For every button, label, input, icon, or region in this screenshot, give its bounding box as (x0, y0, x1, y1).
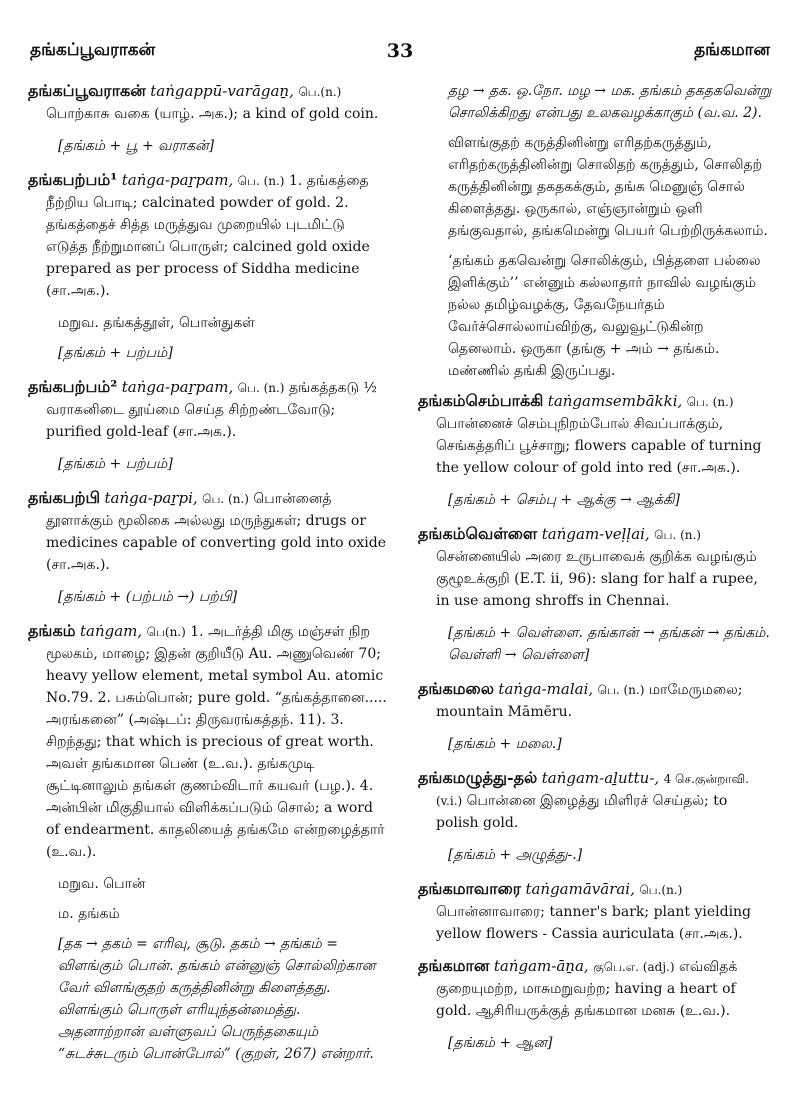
continued-paragraph: தழ → தக. ஒ.நோ. மழ → மக. தங்கம் தகதகவென்று சொலிக்கிறது என்பது உலகவழக்காகும் (வ.வ. 2). (448, 83, 772, 121)
etymology: [தங்கம் + ஆன] (448, 1035, 553, 1051)
grammar-label: குபெ.எ. (adj.) (593, 960, 675, 974)
headword: தங்கமான (418, 956, 490, 975)
headword: தங்கமாவாரை (418, 879, 521, 898)
left-column (28, 80, 388, 1077)
header-left-guideword: தங்கப்பூவராகன் (30, 40, 156, 60)
dictionary-entry (28, 169, 388, 302)
definition: பொற்காசு வகை (யாழ். அக.); a kind of gold coin. (46, 106, 379, 122)
dictionary-entry (418, 878, 774, 945)
transliteration: taṅgappū-varāgaṉ, (150, 82, 294, 100)
transliteration: taṅga-paṟpam, (121, 378, 234, 396)
headword: தங்கம்வெள்ளை (418, 524, 538, 543)
headword: தங்கமலை (418, 679, 494, 698)
grammar-label: பெ. (n.) (597, 683, 645, 697)
transliteration: taṅgam, (80, 622, 143, 640)
grammar-label: பெ. (n.) (686, 395, 734, 409)
headword: தங்கபற்பி (28, 488, 101, 507)
dictionary-entry (418, 767, 774, 834)
headword: தங்கமழுத்து-தல் (418, 768, 538, 787)
dictionary-entry (418, 955, 774, 1022)
definition: பொன்னாவாரை; tanner's bark; plant yielding yellow flowers - Cassia auriculata (சா.அக.). (436, 904, 752, 942)
transliteration: taṅgam-aḻuttu-, (541, 769, 660, 787)
grammar-label: பெ. (n.) (654, 528, 701, 542)
headword: தங்கம்செம்பாக்கி (418, 391, 544, 410)
right-column (418, 80, 774, 1066)
dictionary-entry (28, 376, 388, 443)
definition: 1. தங்கத்தை நீற்றிய பொடி; calcinated powder of gold. 2. தங்கத்தைச் சித்த மருத்துவ முறையில் புடமிட்டு எடுத்த நீற்றுமானப் பொருள்; calcined gold oxide prepared as per process of Siddha medicine (சா.அக.). (46, 173, 370, 299)
etymology: [தங்கம் + செம்பு + ஆக்கு → ஆக்கி] (448, 492, 680, 508)
transliteration: taṅgam-veḷḷai, (541, 525, 650, 543)
synonym-line: மறுவ. பொன் (58, 876, 146, 892)
transliteration: taṅgam-āṉa, (493, 957, 589, 975)
grammar-label: பெ.(n.) (639, 883, 683, 897)
dictionary-entry (418, 523, 774, 612)
dictionary-entry (418, 390, 774, 479)
transliteration: taṅgamāvārai, (525, 880, 635, 898)
etymology: [தங்கம் + (பற்பம் →) பற்பி] (58, 589, 238, 605)
definition: பொன்னைச் செம்புநிறம்போல் சிவப்பாக்கும், செங்கத்தரிப் பூச்சாறு; flowers capable of turning the yellow colour of gold into red (சா.அக.). (436, 416, 762, 476)
definition: மாமேருமலை; mountain Māmēru. (436, 682, 743, 720)
definition: பொன்னை இழைத்து மிளிரச் செய்தல்; to polish gold. (436, 793, 728, 831)
headword: தங்கம் (28, 621, 76, 640)
transliteration: taṅga-malai, (498, 680, 594, 698)
transliteration: taṅgamsembākki, (547, 392, 683, 410)
etymology: [தக → தகம் = எரிவு, சூடு. தகம் → தங்கம் = விளங்கும் பொன். தங்கம் என்னுஞ் சொல்லிற்கான வேர் விளங்குதற் கருத்தினின்று கிளைத்தது. விளங்கும் பொருள் எரியுந்தன்மைத்து. அதனாற்றான் வள்ளுவப் பெருந்தகையும் “சுடச்சுடரும் பொன்போல்” (குறள், 267) என்றார். (58, 936, 376, 1062)
definition: எவ்விதக் குறையுமற்ற, மாசுமறுவற்ற; having a heart of gold. ஆசிரியருக்குத் தங்கமான மனசு (உ.வ.). (436, 959, 738, 1019)
synonym-line: மறுவ. தங்கத்தூள், பொன்துகள் (58, 315, 255, 331)
etymology: [தங்கம் + மலை.] (448, 736, 562, 752)
definition: 1. அடர்த்தி மிகு மஞ்சள் நிற மூலகம், மாழை; இதன் குறியீடு Au. அணுவெண் 70; heavy yellow element, metal symbol Au. atomic No.79. 2. பசும்பொன்; pure gold. “தங்கத்தானை..... அரங்கனை” (அஷ்டப்: திருவரங்கத்தந். 11). 3. சிறந்தது; that which is precious of great worth. அவள் தங்கமான பெண் (உ.வ.). தங்கமுடி சூட்டினாலும் தங்கள் குணம்விடார் கயவர் (பழ.). 4. அன்பின் மிகுதியால் விளிக்கப்படும் சொல்; a word of endearment. காதலியைத் தங்கமே என்றழைத்தார் (உ.வ.). (46, 624, 387, 860)
continued-paragraph: ‘தங்கம் தகவென்று சொலிக்கும், பித்தளை பல்லை இளிக்கும்’’ என்னும் கல்லாதார் நாவில் வழங்கும் நல்ல தமிழ்வழக்கு, தேவநேயர்தம் வேர்ச்சொல்லாய்விற்கு, வலுவூட்டுகின்ற தெனலாம். ஒருகா (தங்கு + அம் → தங்கம். மண்ணில் தங்கி இருப்பது. (448, 253, 761, 379)
etymology: [தங்கம் + வெள்ளை. தங்கான் → தங்கன் → தங்கம். வெள்ளி → வெள்ளை] (448, 625, 770, 663)
grammar-label: பெ. (n.) (202, 492, 249, 506)
etymology: [தங்கம் + பற்பம்] (58, 456, 173, 472)
continued-paragraph: விளங்குதற் கருத்தினின்று எரிதற்கருத்தும், எரிதற்கருத்தினின்று சொலிதற் கருத்தும், சொலிதற் கருத்தினின்று தகதகக்கும், தங்க மெனுஞ் சொல் கிளைத்தது. ஒருகால், எஞ்ஞான்றும் ஒளி தங்குவதால், தங்கமென்று பெயர் பெற்றிருக்கலாம். (448, 135, 768, 239)
dictionary-entry (28, 80, 388, 125)
transliteration: taṅga-paṟpam, (121, 171, 234, 189)
grammar-label: பெ. (n.) (237, 381, 285, 395)
dictionary-entry (28, 487, 388, 576)
grammar-label: பெ. (n.) (237, 174, 285, 188)
grammar-label: பெ(n.) (146, 625, 186, 639)
cognate-line: ம. தங்கம் (58, 906, 120, 922)
headword: தங்கபற்பம்¹ (28, 170, 118, 189)
transliteration: taṅga-paṟpi, (104, 489, 198, 507)
dictionary-entry (28, 620, 388, 863)
etymology: [தங்கம் + பூ + வராகன்] (58, 138, 215, 154)
page-number: 33 (386, 40, 414, 62)
etymology: [தங்கம் + பற்பம்] (58, 345, 173, 361)
grammar-label: 4 செ.குன்றாவி. (v.i.) (436, 772, 749, 808)
definition: தங்கத்தகடு ½ வராகனிடை தூய்மை செய்த சிற்றண்டவோடு; purified gold-leaf (சா.அக.). (46, 380, 377, 440)
etymology: [தங்கம் + அழுத்து-.] (448, 847, 583, 863)
grammar-label: பெ.(n.) (298, 85, 342, 99)
dictionary-entry (418, 678, 774, 723)
headword: தங்கப்பூவராகன் (28, 81, 146, 100)
headword: தங்கபற்பம்² (28, 377, 118, 396)
header-right-guideword: தங்கமான (694, 40, 770, 60)
definition: பொன்னைத் தூளாக்கும் மூலிகை அல்லது மருந்துகள்; drugs or medicines capable of converting gold into oxide (சா.அக.). (46, 491, 387, 573)
page-header (30, 40, 770, 68)
definition: சென்னையில் அரை உருபாவைக் குறிக்க வழங்கும் குழூஉக்குறி (E.T. ii, 96): slang for half a rupee, in use among shroffs in Chennai. (436, 549, 758, 609)
